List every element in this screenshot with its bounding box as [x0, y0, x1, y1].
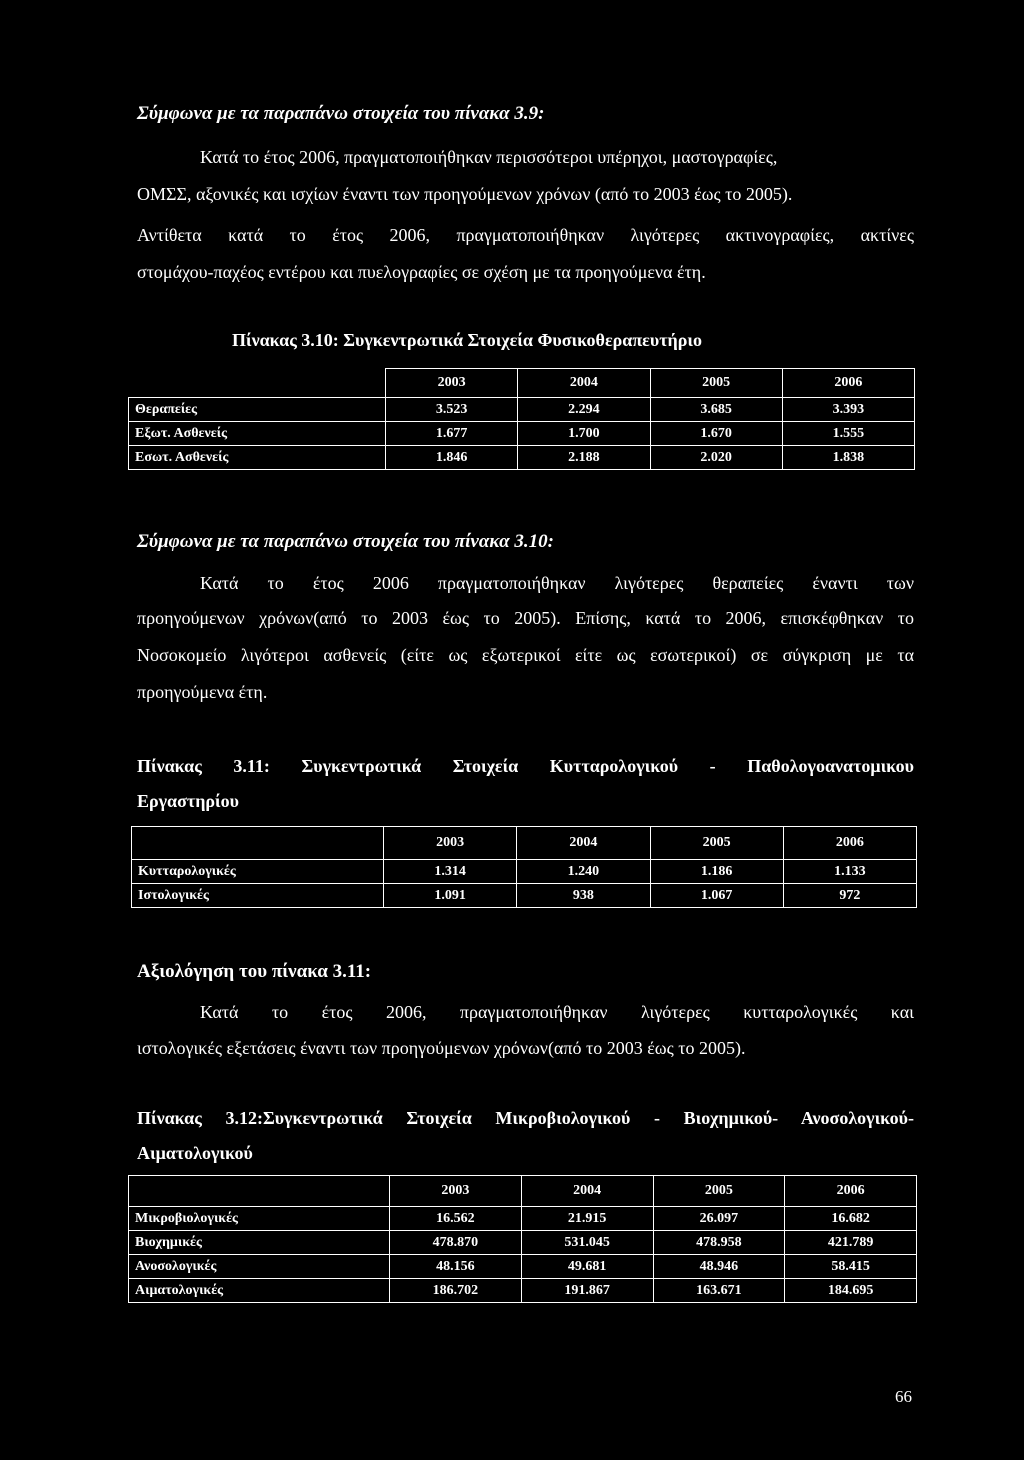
- year-header: 2006: [785, 1176, 917, 1207]
- year-header: 2003: [390, 1176, 522, 1207]
- page-number: 66: [895, 1387, 912, 1406]
- table-3-12: [128, 1175, 917, 1303]
- table-caption: Πίνακας 3.12:Συγκεντρωτικά Στοιχεία Μικροβιολογικού - Βιοχημικού- Ανοσολογικού-: [137, 1108, 914, 1128]
- table-row: [129, 1231, 917, 1255]
- table-row: [132, 860, 917, 884]
- empty-header-cell: [132, 827, 384, 860]
- cell-value: 58.415: [785, 1255, 917, 1279]
- cell-value: 531.045: [521, 1231, 653, 1255]
- cell-value: 48.156: [390, 1255, 522, 1279]
- paragraph-line: Αντίθετα κατά το έτος 2006, πραγματοποιήθηκαν λιγότερες ακτινογραφίες, ακτίνες: [137, 225, 914, 245]
- cell-value: 186.702: [390, 1279, 522, 1303]
- cell-value: 972: [783, 884, 916, 908]
- cell-value: 26.097: [653, 1207, 785, 1231]
- year-header: 2006: [782, 369, 914, 398]
- cell-value: 1.186: [650, 860, 783, 884]
- cell-value: 1.838: [782, 446, 914, 470]
- paragraph-line: στομάχου-παχέος εντέρου και πυελογραφίες σε σχέση με τα προηγούμενα έτη.: [137, 262, 706, 282]
- cell-value: 938: [517, 884, 650, 908]
- year-header: 2004: [521, 1176, 653, 1207]
- empty-header-cell: [129, 1176, 390, 1207]
- cell-value: 3.523: [386, 398, 518, 422]
- section-heading: Σύμφωνα με τα παραπάνω στοιχεία του πίνακα 3.10:: [137, 531, 554, 552]
- cell-value: 16.682: [785, 1207, 917, 1231]
- paragraph-line: ΟΜΣΣ, αξονικές και ισχίων έναντι των προηγούμενων χρόνων (από το 2003 έως το 2005).: [137, 184, 793, 204]
- cell-value: 2.020: [650, 446, 782, 470]
- table-row: [129, 1255, 917, 1279]
- cell-value: 1.700: [518, 422, 650, 446]
- row-label: Θεραπείες: [129, 398, 386, 422]
- table-caption-continued: Αιματολογικού: [137, 1143, 253, 1163]
- table-header-row: [132, 827, 917, 860]
- row-label: Ανοσολογικές: [129, 1255, 390, 1279]
- table-caption: Πίνακας 3.11: Συγκεντρωτικά Στοιχεία Κυτταρολογικού - Παθολογοανατομικου: [137, 756, 914, 776]
- cell-value: 1.670: [650, 422, 782, 446]
- cell-value: 1.091: [384, 884, 517, 908]
- row-label: Ιστολογικές: [132, 884, 384, 908]
- year-header: 2003: [386, 369, 518, 398]
- table-row: [129, 446, 915, 470]
- cell-value: 191.867: [521, 1279, 653, 1303]
- year-header: 2003: [384, 827, 517, 860]
- table-row: [129, 1279, 917, 1303]
- cell-value: 3.685: [650, 398, 782, 422]
- cell-value: 421.789: [785, 1231, 917, 1255]
- paragraph-line: Κατά το έτος 2006, πραγματοποιήθηκαν περισσότεροι υπέρηχοι, μαστογραφίες,: [200, 147, 778, 167]
- year-header: 2004: [517, 827, 650, 860]
- year-header: 2005: [650, 369, 782, 398]
- cell-value: 1.555: [782, 422, 914, 446]
- cell-value: 1.677: [386, 422, 518, 446]
- paragraph-line: Κατά το έτος 2006 πραγματοποιήθηκαν λιγότερες θεραπείες έναντι των: [200, 573, 914, 593]
- cell-value: 478.870: [390, 1231, 522, 1255]
- year-header: 2005: [650, 827, 783, 860]
- cell-value: 1.846: [386, 446, 518, 470]
- cell-value: 21.915: [521, 1207, 653, 1231]
- cell-value: 163.671: [653, 1279, 785, 1303]
- cell-value: 2.294: [518, 398, 650, 422]
- table-row: [132, 884, 917, 908]
- cell-value: 1.067: [650, 884, 783, 908]
- table-row: [129, 422, 915, 446]
- cell-value: 2.188: [518, 446, 650, 470]
- table-row: [129, 1207, 917, 1231]
- row-label: Εσωτ. Ασθενείς: [129, 446, 386, 470]
- cell-value: 16.562: [390, 1207, 522, 1231]
- cell-value: 49.681: [521, 1255, 653, 1279]
- year-header: 2004: [518, 369, 650, 398]
- section-heading: Σύμφωνα με τα παραπάνω στοιχεία του πίνακα 3.9:: [137, 103, 545, 124]
- table-header-row: [129, 1176, 917, 1207]
- year-header: 2006: [783, 827, 916, 860]
- paragraph-line: ιστολογικές εξετάσεις έναντι των προηγούμενων χρόνων(από το 2003 έως το 2005).: [137, 1038, 746, 1058]
- empty-header-cell: [129, 369, 386, 398]
- paragraph-line: Νοσοκομείο λιγότεροι ασθενείς (είτε ως εξωτερικοί είτε ως εσωτερικοί) σε σύγκριση με τα: [137, 645, 914, 665]
- cell-value: 3.393: [782, 398, 914, 422]
- table-row: [129, 398, 915, 422]
- cell-value: 1.314: [384, 860, 517, 884]
- cell-value: 184.695: [785, 1279, 917, 1303]
- row-label: Μικροβιολογικές: [129, 1207, 390, 1231]
- year-header: 2005: [653, 1176, 785, 1207]
- cell-value: 478.958: [653, 1231, 785, 1255]
- cell-value: 1.133: [783, 860, 916, 884]
- paragraph-line: προηγούμενων χρόνων(από το 2003 έως το 2005). Επίσης, κατά το 2006, επισκέφθηκαν το: [137, 608, 914, 628]
- row-label: Κυτταρολογικές: [132, 860, 384, 884]
- table-3-11: [131, 826, 917, 908]
- paragraph-line: προηγούμενα έτη.: [137, 682, 268, 702]
- table-caption: Πίνακας 3.10: Συγκεντρωτικά Στοιχεία Φυσικοθεραπευτήριο: [232, 330, 702, 350]
- section-heading: Αξιολόγηση του πίνακα 3.11:: [137, 961, 372, 982]
- paragraph-line: Κατά το έτος 2006, πραγματοποιήθηκαν λιγότερες κυτταρολογικές και: [200, 1002, 914, 1022]
- row-label: Εξωτ. Ασθενείς: [129, 422, 386, 446]
- table-3-10: [128, 368, 915, 470]
- cell-value: 1.240: [517, 860, 650, 884]
- cell-value: 48.946: [653, 1255, 785, 1279]
- table-caption-continued: Εργαστηρίου: [137, 791, 239, 811]
- table-header-row: [129, 369, 915, 398]
- row-label: Βιοχημικές: [129, 1231, 390, 1255]
- row-label: Αιματολογικές: [129, 1279, 390, 1303]
